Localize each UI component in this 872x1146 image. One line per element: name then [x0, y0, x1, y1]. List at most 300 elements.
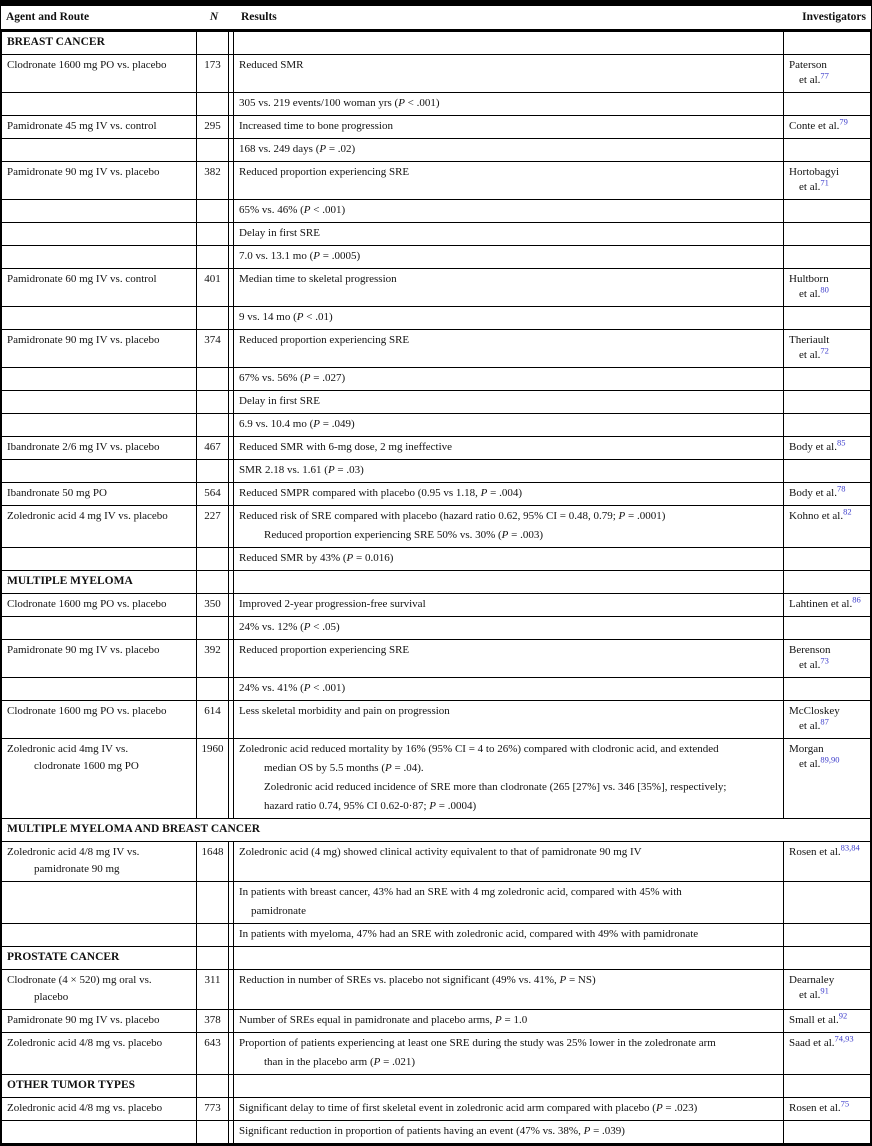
section-row: [2, 571, 871, 594]
agent-cell: [2, 330, 197, 368]
table-row: [2, 548, 871, 571]
stat-symbol: P: [495, 1014, 502, 1026]
results-cell: [234, 32, 784, 55]
text-line: Clodronate 1600 mg PO vs. placebo: [7, 705, 167, 717]
investigators-cell: [784, 1075, 871, 1098]
text-line: Saad et al.$^{74,93}$: [789, 1033, 854, 1049]
n-cell: [197, 678, 229, 701]
results-cell: [234, 414, 784, 437]
results-cell: [234, 701, 784, 739]
text-line: 227: [204, 510, 221, 522]
investigators-cell: [784, 701, 871, 739]
text-line: 382: [204, 166, 221, 178]
text-line: Pamidronate 90 mg IV vs. placebo: [7, 644, 160, 656]
text-line: In patients with myeloma, 47% had an SRE with zoledronic acid, compared with 49% with pamidronate: [239, 928, 699, 940]
investigators-cell: [784, 414, 871, 437]
agent-cell: [2, 506, 197, 548]
table-row: [2, 391, 871, 414]
investigators-cell: [784, 200, 871, 223]
text-line: Reduction in number of SREs vs. placebo not significant (49% vs. 41%, P = NS): [239, 974, 596, 986]
text-line: Dearnaley: [789, 974, 835, 986]
agent-cell: [2, 460, 197, 483]
text-line: clodronate 1600 mg PO: [34, 760, 139, 772]
n-cell: [197, 330, 229, 368]
n-cell: [197, 269, 229, 307]
investigators-cell: [784, 307, 871, 330]
table-row: [2, 307, 871, 330]
n-cell: [197, 1010, 229, 1033]
investigators-cell: [784, 116, 871, 139]
text-line: pamidronate: [251, 905, 306, 917]
text-line: In patients with breast cancer, 43% had an SRE with 4 mg zoledronic acid, compared with 45% with: [239, 886, 682, 898]
n-cell: [197, 701, 229, 739]
results-cell: [234, 1121, 784, 1144]
text-line: 9 vs. 14 mo (P < .01): [239, 311, 333, 323]
results-cell: [234, 1033, 784, 1075]
stat-symbol: P: [327, 464, 335, 476]
n-cell: [197, 93, 229, 116]
text-line: Hortobagyi: [789, 166, 840, 178]
column-header-n: N: [209, 11, 219, 23]
table-row: [2, 55, 871, 93]
stat-symbol: P: [583, 1125, 591, 1137]
text-line: et al.$^{89,90}$: [799, 754, 840, 770]
table-row: [2, 483, 871, 506]
n-cell: [197, 368, 229, 391]
text-line: Clodronate 1600 mg PO vs. placebo: [7, 59, 167, 71]
results-cell: [234, 246, 784, 269]
results-cell: [234, 368, 784, 391]
agent-cell: [2, 882, 197, 924]
table-row: [2, 139, 871, 162]
text-line: Delay in first SRE: [239, 395, 320, 407]
agent-cell: [2, 223, 197, 246]
trials-table: [1, 31, 871, 1144]
agent-cell: [2, 842, 197, 882]
citation-link[interactable]: 80: [820, 284, 829, 295]
text-line: Zoledronic acid reduced mortality by 16% (95% CI = 4 to 26%) compared with clodronic acid, and extended: [239, 743, 719, 755]
n-cell: [197, 594, 229, 617]
results-cell: [234, 506, 784, 548]
agent-cell: [2, 594, 197, 617]
agent-cell: [2, 924, 197, 947]
results-cell: [234, 55, 784, 93]
text-line: OTHER TUMOR TYPES: [7, 1079, 136, 1091]
table-row: [2, 200, 871, 223]
text-line: Zoledronic acid 4/8 mg vs. placebo: [7, 1037, 163, 1049]
text-line: 67% vs. 56% (P = .027): [239, 372, 346, 384]
stat-symbol: P: [303, 621, 311, 633]
n-cell: [197, 437, 229, 460]
investigators-cell: [784, 330, 871, 368]
stat-symbol: P: [429, 800, 436, 812]
text-line: Paterson: [789, 59, 827, 71]
citation-link[interactable]: 89,90: [820, 754, 840, 765]
table-row: [2, 93, 871, 116]
text-line: McCloskey: [789, 705, 840, 717]
n-cell: [197, 460, 229, 483]
stat-symbol: P: [501, 529, 509, 541]
results-cell: [234, 882, 784, 924]
text-line: Pamidronate 90 mg IV vs. placebo: [7, 334, 160, 346]
n-cell: [197, 116, 229, 139]
results-cell: [234, 1098, 784, 1121]
text-line: 350: [204, 598, 221, 610]
citation-link[interactable]: 77: [820, 70, 829, 81]
table-row: [2, 1033, 871, 1075]
text-line: Increased time to bone progression: [239, 120, 393, 132]
text-line: et al.$^{77}$: [799, 70, 829, 86]
table-row: [2, 116, 871, 139]
section-row: [2, 947, 871, 970]
text-line: Berenson: [789, 644, 831, 656]
n-cell: [197, 307, 229, 330]
section-row: [2, 819, 871, 842]
text-line: 378: [204, 1014, 221, 1026]
text-line: Ibandronate 50 mg PO: [7, 487, 107, 499]
citation-link[interactable]: 85: [836, 437, 846, 448]
table-row: [2, 460, 871, 483]
citation-link[interactable]: 87: [820, 716, 829, 727]
n-cell: [197, 1075, 229, 1098]
text-line: 295: [204, 120, 221, 132]
text-line: 24% vs. 12% (P < .05): [239, 621, 340, 633]
results-cell: [234, 970, 784, 1010]
text-line: 374: [204, 334, 221, 346]
n-cell: [197, 506, 229, 548]
investigators-cell: [784, 970, 871, 1010]
text-line: Proportion of patients experiencing at least one SRE during the study was 25% lower in the zoledronate arm: [239, 1037, 716, 1049]
citation-link[interactable]: 91: [820, 985, 829, 996]
text-line: Zoledronic acid 4 mg IV vs. placebo: [7, 510, 168, 522]
text-line: 614: [204, 705, 221, 717]
text-line: et al.$^{71}$: [799, 177, 829, 193]
stat-symbol: P: [303, 204, 311, 216]
text-line: 65% vs. 46% (P < .001): [239, 204, 346, 216]
text-line: Improved 2-year progression-free survival: [239, 598, 426, 610]
citation-link[interactable]: 92: [838, 1010, 848, 1021]
agent-cell: [2, 701, 197, 739]
stat-symbol: P: [303, 682, 311, 694]
agent-cell: [2, 307, 197, 330]
n-cell: [197, 617, 229, 640]
table-row: [2, 330, 871, 368]
table-row: [2, 842, 871, 882]
stat-symbol: P: [618, 510, 626, 522]
stat-symbol: P: [346, 552, 354, 564]
text-line: placebo: [34, 991, 69, 1003]
agent-cell: [2, 414, 197, 437]
investigators-cell: [784, 162, 871, 200]
table-row: [2, 162, 871, 200]
agent-cell: [2, 617, 197, 640]
text-line: Theriault: [789, 334, 830, 346]
results-cell: [234, 842, 784, 882]
citation-link[interactable]: 71: [820, 177, 829, 188]
text-line: Significant delay to time of first skeletal event in zoledronic acid arm compared with placebo (P = .023): [239, 1102, 698, 1114]
table-row: [2, 701, 871, 739]
agent-cell: [2, 1033, 197, 1075]
text-line: Reduced proportion experiencing SRE 50% vs. 30% (P = .003): [264, 529, 544, 541]
text-line: 392: [204, 644, 221, 656]
results-cell: [234, 223, 784, 246]
text-line: Small et al.$^{92}$: [789, 1010, 848, 1026]
text-line: Conte et al.$^{79}$: [789, 116, 848, 132]
table-row: [2, 970, 871, 1010]
column-header-agent: Agent and Route: [6, 11, 90, 23]
text-line: Zoledronic acid (4 mg) showed clinical activity equivalent to that of pamidronate 90 mg IV: [239, 846, 642, 858]
agent-cell: [2, 368, 197, 391]
table-row: [2, 678, 871, 701]
text-line: 173: [204, 59, 221, 71]
citation-link[interactable]: 78: [836, 483, 846, 494]
agent-cell: [2, 739, 197, 819]
investigators-cell: [784, 269, 871, 307]
investigators-cell: [784, 246, 871, 269]
table-row: [2, 1010, 871, 1033]
results-cell: [234, 437, 784, 460]
text-line: pamidronate 90 mg: [34, 863, 120, 875]
n-cell: [197, 739, 229, 819]
results-cell: [234, 93, 784, 116]
investigators-cell: [784, 548, 871, 571]
n-cell: [197, 139, 229, 162]
table-row: [2, 246, 871, 269]
text-line: hazard ratio 0.74, 95% CI 0.62-0·87; P = .0004): [264, 800, 477, 812]
agent-cell: [2, 1010, 197, 1033]
investigators-cell: [784, 842, 871, 882]
agent-cell: [2, 269, 197, 307]
n-cell: [197, 1121, 229, 1144]
text-line: Rosen et al.$^{83,84}$: [789, 842, 860, 858]
agent-cell: [2, 1121, 197, 1144]
stat-symbol: P: [655, 1102, 663, 1114]
stat-symbol: P: [373, 1056, 381, 1068]
results-cell: [234, 548, 784, 571]
results-cell: [234, 1075, 784, 1098]
results-cell: [234, 571, 784, 594]
text-line: 564: [204, 487, 221, 499]
stat-symbol: P: [385, 762, 392, 774]
results-cell: [234, 1010, 784, 1033]
text-line: Median time to skeletal progression: [239, 273, 397, 285]
table-row: [2, 368, 871, 391]
table-row: [2, 1098, 871, 1121]
text-line: 6.9 vs. 10.4 mo (P = .049): [239, 418, 355, 430]
text-line: Reduced SMPR compared with placebo (0.95 vs 1.18, P = .004): [239, 487, 523, 499]
agent-cell: [2, 246, 197, 269]
text-line: Clodronate (4 × 520) mg oral vs.: [7, 974, 152, 986]
agent-cell: [2, 139, 197, 162]
trials-table-body: [2, 32, 871, 1144]
text-line: Zoledronic acid 4/8 mg vs. placebo: [7, 1102, 163, 1114]
text-line: 401: [204, 273, 221, 285]
text-line: et al.$^{91}$: [799, 985, 829, 1001]
text-line: Clodronate 1600 mg PO vs. placebo: [7, 598, 167, 610]
agent-cell: [2, 678, 197, 701]
text-line: Reduced risk of SRE compared with placebo (hazard ratio 0.62, 95% CI = 0.48, 0.79; P = .0001): [239, 510, 666, 522]
investigators-cell: [784, 437, 871, 460]
text-line: MULTIPLE MYELOMA AND BREAST CANCER: [7, 823, 261, 835]
section-row: [2, 32, 871, 55]
stat-symbol: P: [398, 97, 405, 109]
n-cell: [197, 223, 229, 246]
text-line: Body et al.$^{85}$: [789, 437, 846, 453]
text-line: Pamidronate 60 mg IV vs. control: [7, 273, 157, 285]
n-cell: [197, 947, 229, 970]
stat-symbol: P: [559, 974, 567, 986]
text-line: Less skeletal morbidity and pain on progression: [239, 705, 450, 717]
n-cell: [197, 1033, 229, 1075]
text-line: Zoledronic acid 4mg IV vs.: [7, 743, 129, 755]
results-cell: [234, 269, 784, 307]
text-line: et al.$^{72}$: [799, 345, 829, 361]
text-line: Kohno et al.$^{82}$: [789, 506, 852, 522]
results-cell: [234, 594, 784, 617]
results-cell: [234, 391, 784, 414]
n-cell: [197, 55, 229, 93]
investigators-cell: [784, 678, 871, 701]
text-line: Reduced SMR with 6-mg dose, 2 mg ineffective: [239, 441, 453, 453]
investigators-cell: [784, 55, 871, 93]
agent-cell: [2, 483, 197, 506]
table-row: [2, 882, 871, 924]
agent-cell: [2, 437, 197, 460]
text-line: median OS by 5.5 months (P = .04).: [264, 762, 424, 774]
results-cell: [234, 139, 784, 162]
text-line: Hultborn: [789, 273, 829, 285]
agent-cell: [2, 200, 197, 223]
citation-link[interactable]: 82: [843, 506, 852, 517]
results-cell: [234, 924, 784, 947]
text-line: 305 vs. 219 events/100 woman yrs (P < .001): [239, 97, 440, 109]
text-line: PROSTATE CANCER: [7, 951, 120, 963]
n-cell: [197, 548, 229, 571]
text-line: 311: [204, 974, 221, 986]
text-line: Delay in first SRE: [239, 227, 320, 239]
text-line: Number of SREs equal in pamidronate and placebo arms, P = 1.0: [239, 1014, 528, 1026]
section-header: [2, 32, 197, 55]
agent-cell: [2, 162, 197, 200]
citation-link[interactable]: 79: [839, 116, 848, 127]
text-line: et al.$^{87}$: [799, 716, 829, 732]
n-cell: [197, 391, 229, 414]
text-line: Reduced proportion experiencing SRE: [239, 166, 410, 178]
text-line: Reduced SMR: [239, 59, 304, 71]
stat-symbol: P: [303, 372, 311, 384]
agent-cell: [2, 93, 197, 116]
text-line: Pamidronate 45 mg IV vs. control: [7, 120, 157, 132]
results-cell: [234, 200, 784, 223]
section-row: [2, 1075, 871, 1098]
citation-link[interactable]: 72: [820, 345, 829, 356]
section-header: [2, 571, 197, 594]
text-line: SMR 2.18 vs. 1.61 (P = .03): [239, 464, 364, 476]
agent-cell: [2, 640, 197, 678]
n-cell: [197, 924, 229, 947]
investigators-cell: [784, 594, 871, 617]
text-line: BREAST CANCER: [7, 36, 105, 48]
text-line: Reduced proportion experiencing SRE: [239, 644, 410, 656]
investigators-cell: [784, 223, 871, 246]
table-row: [2, 739, 871, 819]
table-row: [2, 924, 871, 947]
text-line: Significant reduction in proportion of patients having an event (47% vs. 38%, P = .039): [239, 1125, 625, 1137]
table-row: [2, 1121, 871, 1144]
text-line: than in the placebo arm (P = .021): [264, 1056, 416, 1068]
table-row: [2, 506, 871, 548]
investigators-cell: [784, 1033, 871, 1075]
n-cell: [197, 32, 229, 55]
results-cell: [234, 947, 784, 970]
text-line: 643: [204, 1037, 221, 1049]
section-header: [2, 947, 197, 970]
n-cell: [197, 970, 229, 1010]
text-line: Pamidronate 90 mg IV vs. placebo: [7, 1014, 160, 1026]
citation-link[interactable]: 86: [852, 594, 861, 605]
investigators-cell: [784, 882, 871, 924]
citation-link[interactable]: 74,93: [834, 1033, 854, 1044]
n-cell: [197, 162, 229, 200]
table-row: [2, 437, 871, 460]
results-cell: [234, 116, 784, 139]
column-header-investigators: Investigators: [802, 11, 866, 23]
table-row: [2, 594, 871, 617]
text-line: et al.$^{80}$: [799, 284, 829, 300]
agent-cell: [2, 116, 197, 139]
investigators-cell: [784, 571, 871, 594]
results-cell: [234, 307, 784, 330]
table-row: [2, 617, 871, 640]
results-cell: [234, 617, 784, 640]
agent-cell: [2, 1098, 197, 1121]
stat-symbol: P: [480, 487, 488, 499]
investigators-cell: [784, 640, 871, 678]
text-line: Reduced proportion experiencing SRE: [239, 334, 410, 346]
investigators-cell: [784, 391, 871, 414]
investigators-cell: [784, 617, 871, 640]
table-row: [2, 223, 871, 246]
section-header: [2, 819, 871, 842]
results-cell: [234, 162, 784, 200]
text-line: MULTIPLE MYELOMA: [7, 575, 133, 587]
text-line: Zoledronic acid 4/8 mg IV vs.: [7, 846, 140, 858]
n-cell: [197, 246, 229, 269]
stat-symbol: P: [296, 311, 304, 323]
citation-link[interactable]: 83,84: [840, 842, 860, 853]
n-cell: [197, 842, 229, 882]
text-line: 773: [204, 1102, 221, 1114]
citation-link[interactable]: 75: [840, 1098, 850, 1109]
text-line: et al.$^{73}$: [799, 655, 829, 671]
n-cell: [197, 414, 229, 437]
results-cell: [234, 739, 784, 819]
text-line: Pamidronate 90 mg IV vs. placebo: [7, 166, 160, 178]
agent-cell: [2, 55, 197, 93]
text-line: 168 vs. 249 days (P = .02): [239, 143, 356, 155]
column-header-results: Results: [241, 11, 277, 23]
results-cell: [234, 460, 784, 483]
investigators-cell: [784, 368, 871, 391]
investigators-cell: [784, 924, 871, 947]
text-line: Ibandronate 2/6 mg IV vs. placebo: [7, 441, 160, 453]
investigators-cell: [784, 460, 871, 483]
results-cell: [234, 483, 784, 506]
citation-link[interactable]: 73: [820, 655, 829, 666]
text-line: Body et al.$^{78}$: [789, 483, 846, 499]
n-cell: [197, 571, 229, 594]
n-cell: [197, 200, 229, 223]
